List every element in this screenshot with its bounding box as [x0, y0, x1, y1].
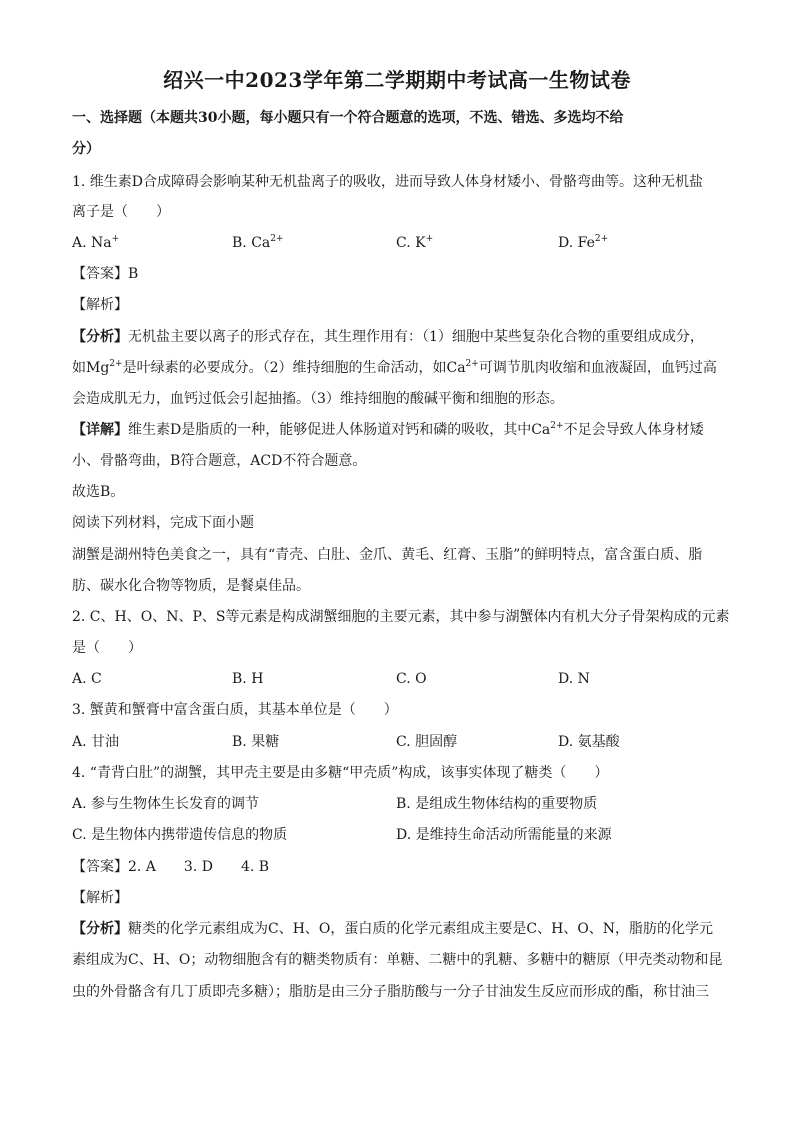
section-heading-line1: 一、选择题（本题共30小题，每小题只有一个符合题意的选项，不选、错选、多选均不给 [72, 110, 624, 126]
q1-option-d: D. $Fe^{2+}$ [558, 234, 609, 251]
q3-option-d: D. 氨基酸 [558, 734, 620, 750]
q1-fenxi-line2: 如$Mg^{2+}$是叶绿素的必要成分。（2）维持细胞的生命活动，如$Ca^{2+}$可调节肌肉收缩和血液凝固，血钙过高 [72, 359, 717, 376]
q2-option-d: D. N [558, 671, 590, 687]
q1-xiangjie-line1: 【详解】维生素D是脂质的一种，能够促进人体肠道对钙和磷的吸收，其中$Ca^{2+}$不足会导致人体身材矮 [72, 421, 704, 438]
q4-option-a: A. 参与生物体生长发育的调节 [72, 796, 260, 812]
q1-stem-line1: 1. 维生素D合成障碍会影响某种无机盐离子的吸收，进而导致人体身材矮小、骨骼弯曲等。这种无机盐 [72, 174, 704, 190]
q4-option-b: B. 是组成生物体结构的重要物质 [396, 796, 598, 812]
q1-stem-line2: 离子是（ ） [72, 204, 170, 220]
section-heading-line2: 分） [72, 141, 100, 157]
q1-xiangjie-line2: 小、骨骼弯曲，B符合题意，ACD不符合题意。 [72, 453, 367, 469]
q2-option-b: B. H [232, 671, 264, 687]
q1-conclusion: 故选B。 [72, 484, 125, 500]
q4-option-d: D. 是维持生命活动所需能量的来源 [396, 827, 612, 843]
q3-option-c: C. 胆固醇 [396, 734, 458, 750]
group-answer: 【答案】2. A 3. D 4. B [72, 859, 270, 875]
q1-option-b: B. $Ca^{2+}$ [232, 234, 284, 251]
group-fenxi-line3: 虫的外骨骼含有几丁质即壳多糖）；脂肪是由三分子脂肪酸与一分子甘油发生反应而形成的酯，称甘油三 [72, 984, 709, 1000]
q2-stem-line2: 是（ ） [72, 640, 142, 656]
reading-material-line1: 湖蟹是湖州特色美食之一，具有“青壳、白肚、金爪、黄毛、红膏、玉脂”的鲜明特点，富含蛋白质、脂 [72, 547, 703, 563]
q1-fenxi-line1: 【分析】无机盐主要以离子的形式存在，其生理作用有：（1）细胞中某些复杂化合物的重要组成成分， [72, 329, 704, 345]
group-analysis-header: 【解析】 [72, 890, 128, 906]
q1-analysis-header: 【解析】 [72, 297, 128, 313]
q2-stem-line1: 2. C、H、O、N、P、S等元素是构成湖蟹细胞的主要元素，其中参与湖蟹体内有机大分子骨架构成的元素 [72, 609, 730, 625]
q1-fenxi-line3: 会造成肌无力，血钙过低会引起抽搐。（3）维持细胞的酸碱平衡和细胞的形态。 [72, 391, 564, 407]
reading-intro: 阅读下列材料，完成下面小题 [72, 515, 254, 531]
exam-title: 绍兴一中2023学年第二学期期中考试高一生物试卷 [163, 68, 631, 92]
q4-stem: 4. “青背白肚”的湖蟹，其甲壳主要是由多糖“甲壳质”构成，该事实体现了糖类（ ） [72, 765, 609, 781]
q1-answer: 【答案】B [72, 266, 139, 282]
q1-option-a: A. Na+ [72, 234, 120, 251]
q1-option-c: C. K+ [396, 234, 434, 251]
q3-option-a: A. 甘油 [72, 734, 120, 750]
q3-option-b: B. 果糖 [232, 734, 280, 750]
group-fenxi-line1: 【分析】糖类的化学元素组成为C、H、O，蛋白质的化学元素组成主要是C、H、O、N，脂肪的化学元 [72, 921, 714, 937]
group-fenxi-line2: 素组成为C、H、O；动物细胞含有的糖类物质有：单糖、二糖中的乳糖、多糖中的糖原（甲壳类动物和昆 [72, 952, 723, 968]
reading-material-line2: 肪、碳水化合物等物质，是餐桌佳品。 [72, 578, 310, 594]
q3-stem: 3. 蟹黄和蟹膏中富含蛋白质，其基本单位是（ ） [72, 702, 398, 718]
q2-option-a: A. C [72, 671, 102, 687]
q4-option-c: C. 是生物体内携带遗传信息的物质 [72, 827, 288, 843]
q2-option-c: C. O [396, 671, 427, 687]
